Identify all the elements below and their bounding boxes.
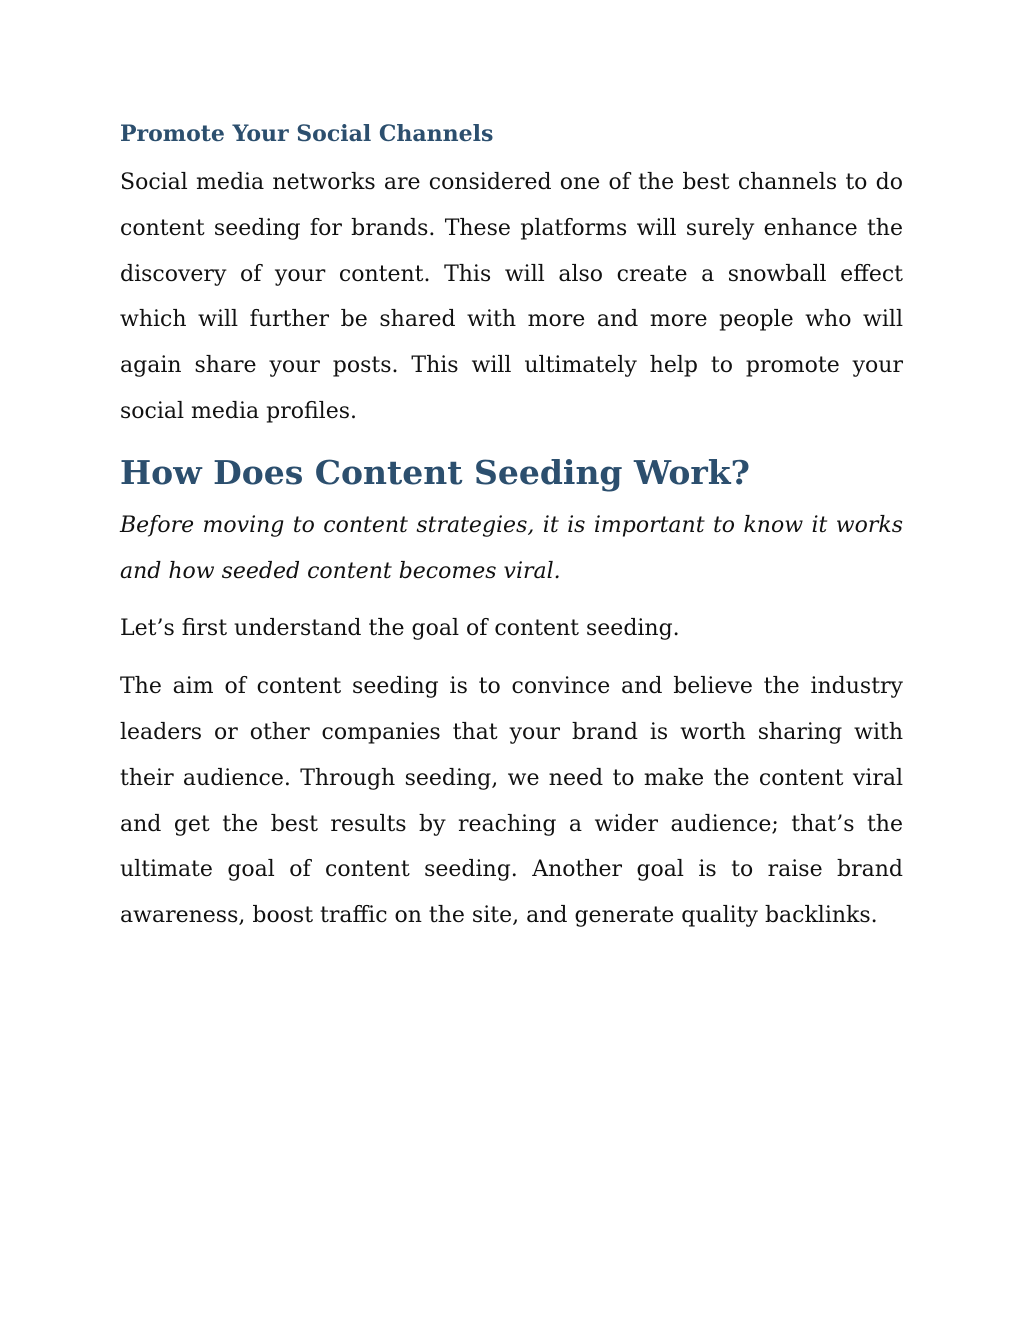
paragraph-aim-of-content-seeding: The aim of content seeding is to convince and believe the industry leaders or other companies that your brand is worth sharing with their audience. Through seeding, we need to make the content viral and get the best results by reaching a wider audience; that’s the ultimate goal of content seeding. Another goal is to raise brand awareness, boost traffic on the site, and generate quality backlinks. (120, 674, 903, 929)
section-heading-promote-social-channels: Promote Your Social Channels (120, 121, 494, 147)
goal-line: Let’s first understand the goal of content seeding. (120, 616, 680, 642)
document-page (120, 110, 903, 939)
section-heading-how-content-seeding-works: How Does Content Seeding Work? (120, 452, 750, 492)
intro-italic-paragraph: Before moving to content strategies, it is important to know it works and how seeded content becomes viral. (120, 512, 903, 584)
paragraph-promote-social-channels: Social media networks are considered one of the best channels to do content seeding for brands. These platforms will surely enhance the discovery of your content. This will also create a snowball effect which will further be shared with more and more people who will again share your posts. This will ultimately help to promote your social media profiles. (120, 170, 903, 424)
